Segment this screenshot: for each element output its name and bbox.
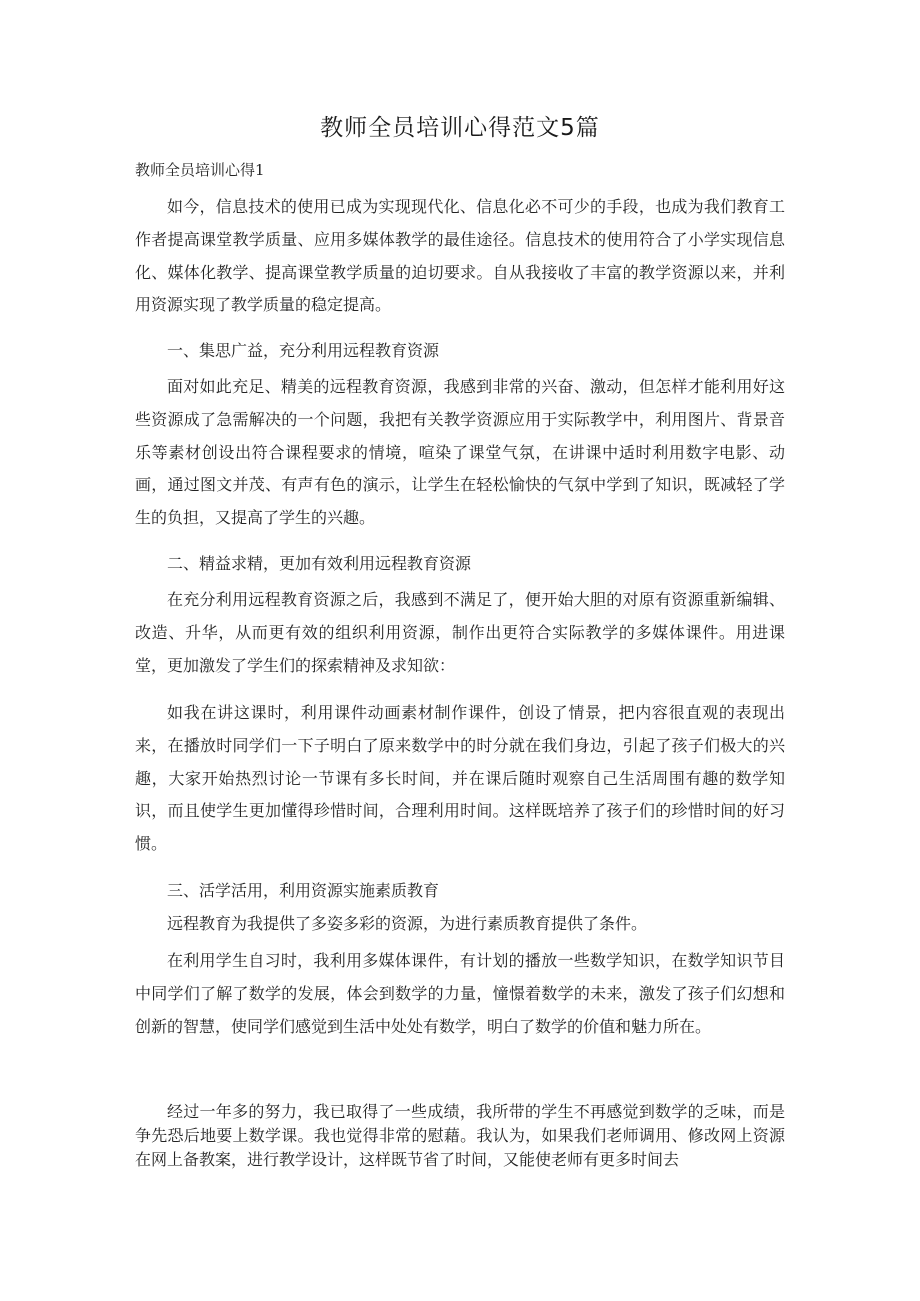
heading-section-one: 一、集思广益，充分利用远程教育资源	[167, 341, 440, 360]
paragraph-conclusion: 经过一年多的努力，我已取得了一些成绩，我所带的学生不再感觉到数学的乏味，而是争先恐后地要上数学课。我也觉得非常的慰藉。我认为，如果我们老师调用、修改网上资源在网上备教案，进行教学设计，这样既节省了时间，又能使老师有更多时间去	[135, 1102, 785, 1169]
paragraph-example: 如我在讲这课时，利用课件动画素材制作课件，创设了情景，把内容很直观的表现出来，在播放时同学们一下子明白了原来数学中的时分就在我们身边，引起了孩子们极大的兴趣，大家开始热烈讨论一节课有多长时间，并在课后随时观察自己生活周围有趣的数学知识，而且使学生更加懂得珍惜时间，合理利用时间。这样既培养了孩子们的珍惜时间的好习惯。	[135, 703, 785, 854]
paragraph-intro: 如今，信息技术的使用已成为实现现代化、信息化必不可少的手段，也成为我们教育工作者提高课堂教学质量、应用多媒体教学的最佳途径。信息技术的使用符合了小学实现信息化、媒体化教学、提高课堂教学质量的迫切要求。自从我接收了丰富的教学资源以来，并利用资源实现了教学质量的稳定提高。	[135, 197, 785, 315]
heading-section-two: 二、精益求精，更加有效利用远程教育资源	[167, 554, 472, 573]
section-subtitle: 教师全员培训心得1	[135, 161, 265, 179]
paragraph-section-two: 在充分利用远程教育资源之后，我感到不满足了，便开始大胆的对原有资源重新编辑、改造、升华，从而更有效的组织利用资源，制作出更符合实际教学的多媒体课件。用进课堂，更加激发了学生们的探索精神及求知欲：	[135, 590, 785, 675]
paragraph-section-one: 面对如此充足、精美的远程教育资源，我感到非常的兴奋、激动，但怎样才能利用好这些资源成了急需解决的一个问题，我把有关教学资源应用于实际教学中，利用图片、背景音乐等素材创设出符合课程要求的情境，喧染了课堂气氛，在讲课中适时利用数字电影、动画，通过图文并茂、有声有色的演示，让学生在轻松愉快的气氛中学到了知识，既减轻了学生的负担，又提高了学生的兴趣。	[135, 377, 785, 528]
heading-section-three: 三、活学活用，利用资源实施素质教育	[167, 881, 440, 900]
document-title: 教师全员培训心得范文5篇	[320, 115, 600, 141]
paragraph-self-study: 在利用学生自习时，我利用多媒体课件，有计划的播放一些数学知识，在数学知识节目中同学们了解了数学的发展，体会到数学的力量，憧憬着数学的未来，激发了孩子们幻想和创新的智慧，使同学们感觉到生活中处处有数学，明白了数学的价值和魅力所在。	[135, 951, 785, 1036]
paragraph-resources: 远程教育为我提供了多姿多彩的资源，为进行素质教育提供了条件。	[167, 914, 648, 933]
